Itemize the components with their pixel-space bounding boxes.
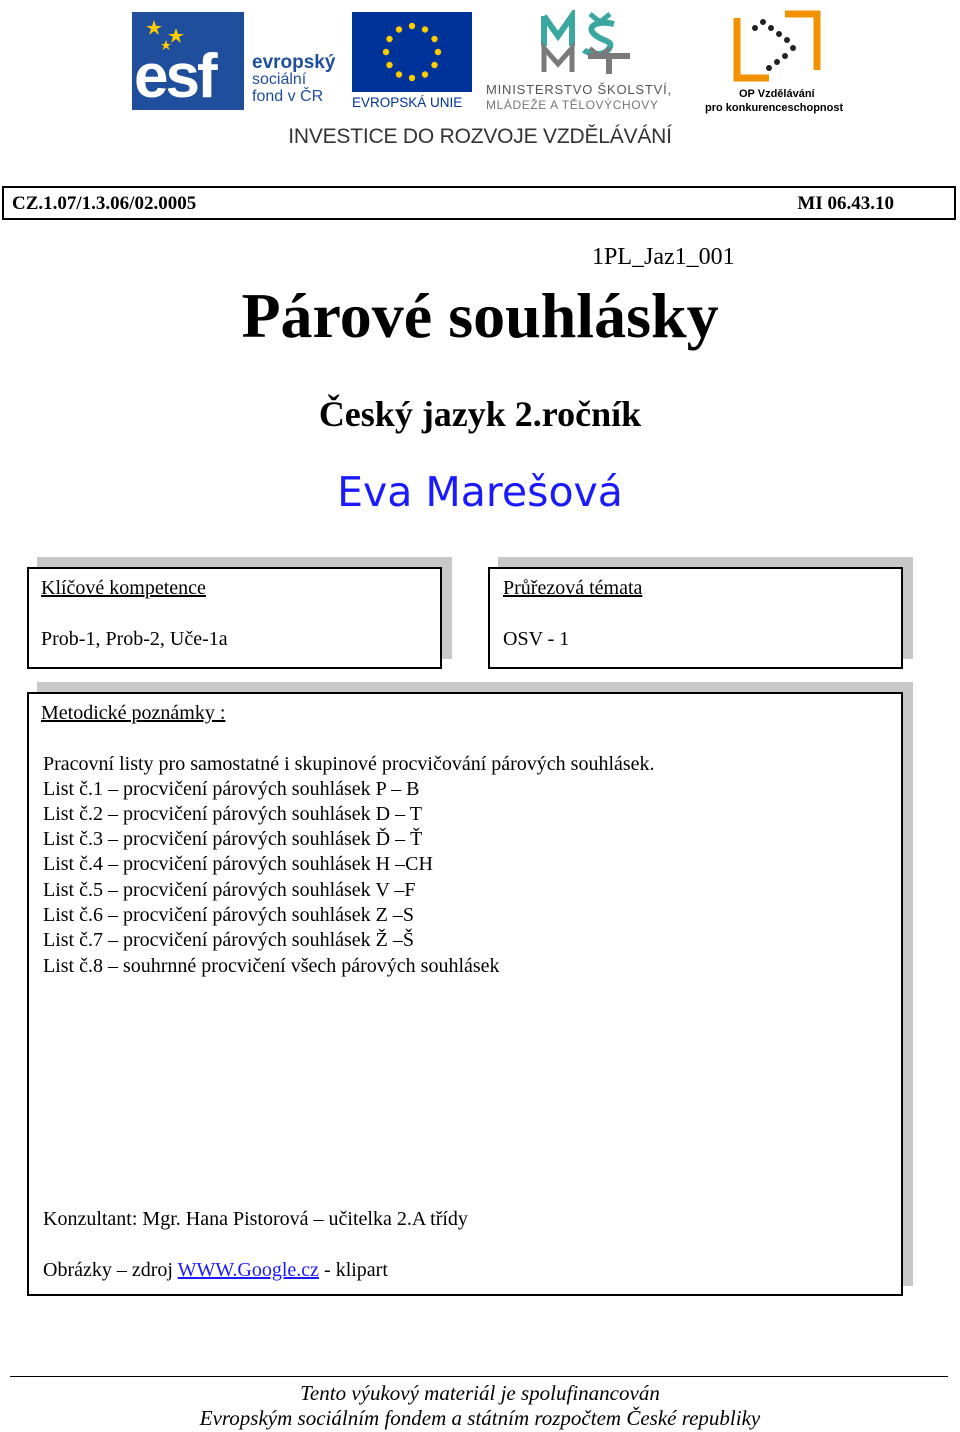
investice-slogan: INVESTICE DO ROZVOJE VZDĚLÁVÁNÍ [288, 125, 672, 148]
images-source-prefix: Obrázky – zdroj [43, 1259, 178, 1281]
eu-logo [352, 12, 474, 112]
msmt-mark-icon [538, 10, 638, 76]
msmt-logo [486, 10, 698, 114]
document-id: 1PL_Jaz1_001 [592, 244, 735, 270]
footer-divider [10, 1376, 948, 1377]
esf-logo-text [252, 54, 335, 105]
google-link[interactable]: WWW.Google.cz [177, 1259, 320, 1281]
eu-logo-text: EVROPSKÁ UNIE [352, 95, 463, 110]
notes-intro: Pracovní listy pro samostatné i skupinové procvičování párových souhlásek. [43, 753, 655, 775]
topics-label: Průřezová témata [503, 577, 643, 599]
competences-value: Prob-1, Prob-2, Uče-1a [41, 628, 228, 650]
consultant-line: Konzultant: Mgr. Hana Pistorová – učitelka 2.A třídy [43, 1208, 468, 1230]
author-name: Eva Marešová [337, 468, 623, 516]
project-code: CZ.1.07/1.3.06/02.0005 [12, 193, 197, 214]
esf-line1: evropský [252, 52, 336, 73]
op-line2: pro konkurenceschopnost [705, 102, 844, 114]
esf-logo-mark [132, 12, 244, 110]
esf-line3: fond v ČR [252, 88, 324, 105]
notes-label: Metodické poznámky : [41, 702, 226, 724]
list-item: List č.7 – procvičení párových souhlásek Ž –Š [43, 929, 415, 951]
page-title: Párové souhlásky [241, 280, 719, 351]
op-mark-icon [729, 8, 825, 84]
list-item: List č.2 – procvičení párových souhlásek D – T [43, 803, 422, 825]
competences-label: Klíčové kompetence [41, 577, 206, 599]
topics-value: OSV - 1 [503, 628, 570, 650]
esf-logo [132, 12, 350, 112]
project-code-bar [2, 186, 956, 220]
notes-box [27, 692, 903, 1296]
list-item: List č.3 – procvičení párových souhlásek Ď – Ť [43, 828, 423, 850]
images-source-line [43, 1259, 388, 1282]
list-item: List č.4 – procvičení párových souhlásek H –CH [43, 853, 433, 875]
esf-letters: esf [134, 42, 215, 111]
list-item: List č.5 – procvičení párových souhlásek V –F [43, 879, 416, 901]
list-item: List č.6 – procvičení párových souhlásek Z –S [43, 904, 415, 926]
subject-title: Český jazyk 2.ročník [318, 394, 642, 434]
competences-box [27, 567, 442, 669]
mi-code: MI 06.43.10 [797, 193, 894, 214]
topics-box [488, 567, 903, 669]
list-item: List č.8 – souhrnné procvičení všech párových souhlásek [43, 955, 500, 977]
list-item: List č.1 – procvičení párových souhlásek P – B [43, 778, 420, 800]
op-line1: OP Vzdělávání [739, 88, 815, 100]
op-logo [705, 8, 850, 116]
msmt-line1: MINISTERSTVO ŠKOLSTVÍ, [486, 82, 672, 97]
images-source-suffix: - klipart [319, 1259, 388, 1281]
eu-flag-icon [352, 12, 472, 92]
footer-line2: Evropským sociálním fondem a státním rozpočtem České republiky [199, 1406, 761, 1430]
footer-line1: Tento výukový materiál je spolufinancován [300, 1381, 660, 1405]
msmt-line2: MLÁDEŽE A TĚLOVÝCHOVY [486, 98, 659, 112]
esf-line2: sociální [252, 71, 307, 88]
